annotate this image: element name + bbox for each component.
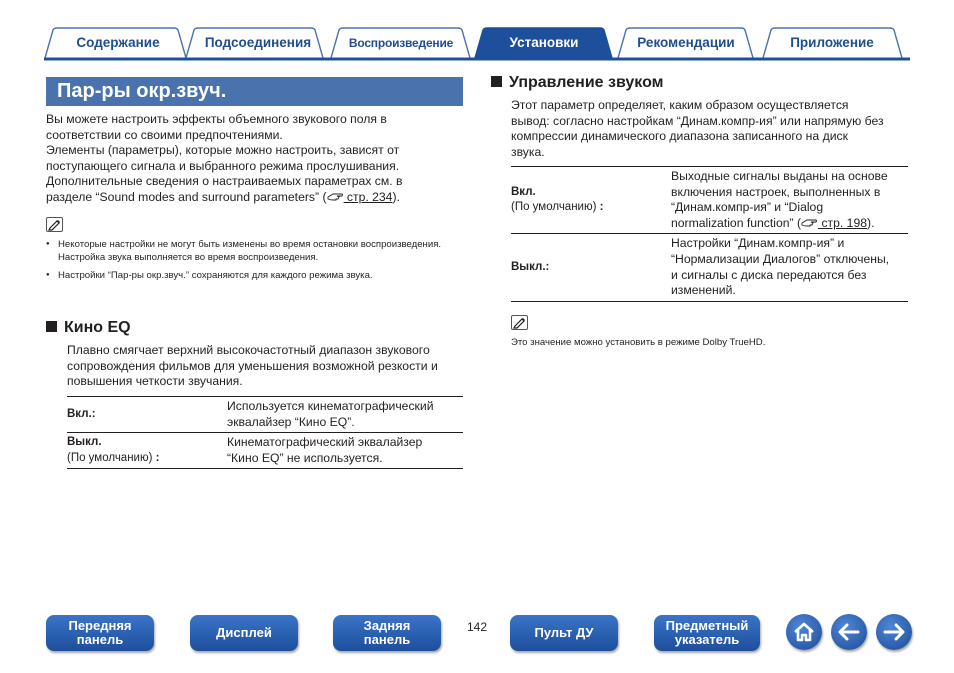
kino-eq-description: [67, 343, 467, 390]
option-key: Выкл. (По умолчанию) :: [67, 433, 227, 469]
tab-appendix[interactable]: Приложение: [790, 35, 874, 50]
intro-line: Элементы (параметры), которые можно настроить, зависят от: [46, 143, 400, 158]
pointing-hand-icon: [327, 191, 344, 202]
table-row: [511, 234, 908, 301]
kino-eq-heading-text: Кино EQ: [64, 319, 131, 336]
option-key: Вкл. (По умолчанию) :: [511, 167, 671, 234]
desc-line: вывод: согласно настройкам “Динам.компр-ия” или напрямую без: [511, 113, 884, 128]
top-tab-bar: [44, 27, 910, 61]
page-number: 142: [466, 620, 488, 634]
forward-button[interactable]: [876, 614, 912, 650]
desc-line: звука.: [511, 144, 545, 159]
home-button[interactable]: [786, 614, 822, 650]
intro-line: Дополнительные сведения о настраиваемых параметрах см. в: [46, 174, 403, 189]
note-item: ● Некоторые настройки не могут быть изменены во время остановки воспроизведения. Настройка звука выполняется во время воспроизведения.: [46, 238, 466, 264]
table-row: [67, 397, 463, 433]
option-value: Выходные сигналы выданы на основе включения настроек, выполненных в “Динам.компр-ия” и “Dialog normalization function” ( стр. 198).: [671, 167, 908, 234]
rear-panel-button[interactable]: Задняя панель: [333, 615, 441, 651]
intro-line: поступающего сигнала и выбранного режима прослушивания.: [46, 158, 400, 173]
arrow-left-icon: [831, 614, 867, 650]
pencil-note-icon: [511, 315, 528, 330]
tab-contents[interactable]: Содержание: [76, 35, 160, 50]
remote-control-button[interactable]: Пульт ДУ: [510, 615, 618, 651]
option-value: Кинематографический эквалайзер “Кино EQ” не используется.: [227, 433, 463, 469]
arrow-right-icon: [876, 614, 912, 650]
option-key: Выкл.:: [511, 234, 671, 301]
display-button[interactable]: Дисплей: [190, 615, 298, 651]
pointing-hand-icon: [801, 217, 818, 228]
option-value: Используется кинематографический эквалайзер “Кино EQ”.: [227, 397, 463, 433]
sound-control-options-table: [511, 166, 908, 302]
tab-playback[interactable]: Воспроизведение: [348, 36, 454, 50]
index-button[interactable]: Предметный указатель: [654, 615, 760, 651]
back-button[interactable]: [831, 614, 867, 650]
pencil-note-icon: [46, 217, 63, 232]
table-row: [511, 167, 908, 234]
kino-eq-heading: [46, 319, 131, 337]
note-item: ● Настройки “Пар-ры окр.звуч.” сохраняются для каждого режима звука.: [46, 269, 466, 282]
tab-connections[interactable]: Подсоединения: [204, 35, 312, 50]
home-icon: [786, 614, 822, 650]
front-panel-button[interactable]: Передняя панель: [46, 615, 154, 651]
page-ref-text[interactable]: стр. 234: [343, 189, 393, 204]
notes-list-left: [46, 238, 466, 287]
intro-ref-line: [46, 190, 466, 206]
option-key: Вкл.:: [67, 397, 227, 433]
sound-control-note: Это значение можно установить в режиме Dolby TrueHD.: [511, 337, 766, 348]
tab-tips[interactable]: Рекомендации: [637, 35, 735, 50]
table-row: [67, 433, 463, 469]
sound-control-description: [511, 98, 911, 160]
page-ref-text[interactable]: стр. 198: [818, 215, 868, 230]
page-ref-link-234[interactable]: [327, 190, 393, 204]
intro-ref-prefix: разделе “Sound modes and surround parameters” (: [46, 189, 327, 204]
desc-line: повышения четкости звучания.: [67, 374, 243, 389]
desc-line: сопровождения фильмов для уменьшения возможной резкости и: [67, 358, 438, 373]
desc-line: Этот параметр определяет, каким образом осуществляется: [511, 98, 849, 112]
desc-line: компрессии динамического диапазона записанного на диск: [511, 129, 848, 144]
page-ref-link-198[interactable]: [801, 216, 867, 230]
tab-settings[interactable]: Установки: [509, 35, 579, 50]
intro-line: Вы можете настроить эффекты объемного звукового поля в: [46, 112, 387, 126]
desc-line: Плавно смягчает верхний высокочастотный диапазон звукового: [67, 343, 430, 357]
kino-eq-options-table: [67, 396, 463, 469]
sound-control-heading: [491, 74, 663, 92]
intro-text: [46, 112, 466, 206]
intro-line: соответствии со своими предпочтениями.: [46, 127, 283, 142]
section-square-icon: [46, 321, 57, 332]
page-title: Пар-ры окр.звуч.: [46, 77, 463, 106]
option-value: Настройки “Динам.компр-ия” и “Нормализации Диалогов” отключены, и сигналы с диска передаются без изменений.: [671, 234, 908, 301]
sound-control-heading-text: Управление звуком: [509, 74, 664, 91]
section-square-icon: [491, 76, 502, 87]
intro-ref-suffix: ).: [392, 189, 400, 204]
